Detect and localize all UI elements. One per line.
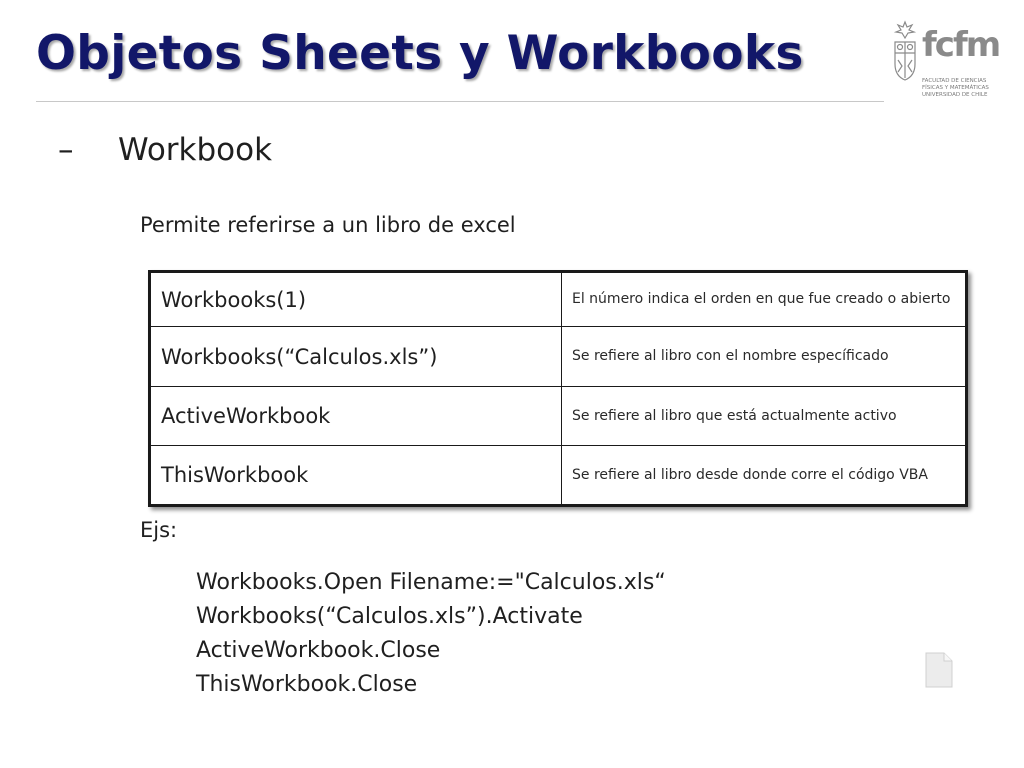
examples-label: Ejs: [140, 518, 178, 542]
university-crest-icon [892, 20, 918, 82]
expression-cell: Workbooks(“Calculos.xls”) [150, 327, 562, 387]
code-example-line: Workbooks(“Calculos.xls”).Activate [196, 604, 583, 629]
workbook-reference-table [148, 270, 968, 507]
table-row [150, 327, 967, 387]
code-examples [196, 566, 666, 702]
logo-wordmark: fcfm [922, 25, 1000, 65]
table-row [150, 272, 967, 327]
logo-caption-line: UNIVERSIDAD DE CHILE [922, 91, 988, 98]
expression-cell: Workbooks(1) [150, 272, 562, 327]
description-cell: Se refiere al libro desde donde corre el código VBA [562, 446, 967, 506]
document-icon[interactable] [925, 652, 953, 688]
description-cell: El número indica el orden en que fue creado o abierto [562, 272, 967, 327]
logo-caption-line: FACULTAD DE CIENCIAS [922, 78, 987, 84]
logo-caption-line: FÍSICAS Y MATEMÁTICAS [922, 84, 989, 91]
description-cell: Se refiere al libro con el nombre específicado [562, 327, 967, 387]
intro-text: Permite referirse a un libro de excel [140, 213, 516, 237]
slide-title: Objetos Sheets y Workbooks [36, 26, 804, 81]
bullet-dash: – [58, 132, 74, 168]
logo-caption [922, 78, 1000, 99]
expression-cell: ActiveWorkbook [150, 387, 562, 446]
section-heading [58, 132, 272, 168]
title-divider [36, 101, 884, 102]
table-row [150, 387, 967, 446]
section-heading-text: Workbook [118, 132, 273, 168]
code-example-line: Workbooks.Open Filename:="Calculos.xls“ [196, 570, 666, 595]
code-example-line: ThisWorkbook.Close [196, 672, 418, 697]
fcfm-logo [892, 20, 1000, 106]
code-example-line: ActiveWorkbook.Close [196, 638, 441, 663]
description-cell: Se refiere al libro que está actualmente activo [562, 387, 967, 446]
table-row [150, 446, 967, 506]
expression-cell: ThisWorkbook [150, 446, 562, 506]
